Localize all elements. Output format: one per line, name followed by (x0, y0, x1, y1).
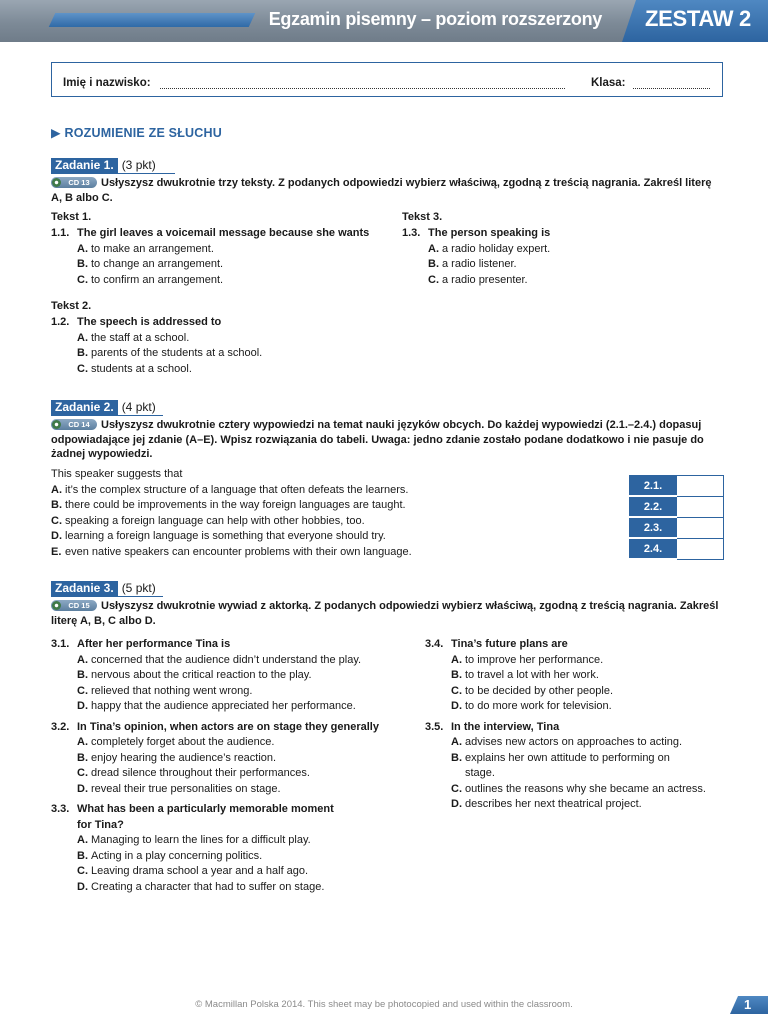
cd-track-icon: CD 14 (51, 419, 97, 430)
statement-e: E. even native speakers can encounter problems with their own language. (51, 545, 412, 558)
option-3-4-a[interactable]: A. to improve her performance. (451, 653, 604, 666)
option-1-2-b[interactable]: B. parents of the students at a school. (77, 347, 263, 359)
text-1-heading: Tekst 1. (51, 211, 92, 223)
option-3-1-a[interactable]: A. concerned that the audience didn’t understand the play. (77, 653, 362, 666)
task-1-instruction: CD 13 Usłyszysz dwukrotnie trzy teksty. Z podanych odpowiedzi wybierz właściwą, zgodną z treścią nagrania. Zakreśl literę A, B albo C. (51, 177, 712, 204)
task-2-statements (51, 467, 611, 560)
option-3-2-d[interactable]: D. reveal their true personalities on stage. (77, 782, 281, 795)
task-2-instruction: CD 14 Usłyszysz dwukrotnie cztery wypowiedzi na temat nauki języków obcych. Do każdej wypowiedzi (2.1.–2.4.) dopasuj odpowiadające jej zdanie (A–E). Wpisz rozwiązania do tabeli. Uwaga: jedno zdanie zostało podane dodatkowo i nie pasuje do żadnej wypowiedzi. (51, 419, 704, 460)
option-3-3-b[interactable]: B. Acting in a play concerning politics. (77, 849, 263, 862)
option-3-5-c[interactable]: C. outlines the reasons why she became an actress. (451, 782, 706, 795)
task-1-text-2: Tekst 2. 1.2. The speech is addressed to A. the staff at a school. B. parents of the students at a school. C. students at a school. (51, 300, 391, 377)
answer-cell-2-1[interactable] (677, 476, 724, 497)
task-2-name: Zadanie 2. (51, 400, 118, 415)
option-3-3-c[interactable]: C. Leaving drama school a year and a half ago. (77, 865, 309, 877)
option-3-2-b[interactable]: B. enjoy hearing the audience’s reaction. (77, 751, 277, 764)
question-3-3-cont: for Tina? (77, 818, 124, 831)
statement-b: B. there could be improvements in the way foreign languages are taught. (51, 499, 406, 511)
answer-row-label: 2.2. (630, 496, 677, 517)
question-3-4: Tina’s future plans are (451, 638, 568, 650)
option-3-4-b[interactable]: B. to travel a lot with her work. (451, 669, 599, 681)
answer-row-label: 2.4. (630, 538, 677, 559)
answer-row-label: 2.3. (630, 517, 677, 538)
option-3-5-d[interactable]: D. describes her next theatrical project. (451, 798, 642, 810)
task-3-right-column: 3.4. Tina’s future plans are A. to improve her performance. B. to travel a lot with her work. C. to be decided by other people. D. to do more work for television. 3.5. In the interview, Tina A. advises new actors on approaches to acting. B. explains her own attitude to performing on stage. C. outlines the reasons why she became an actress. D. describes her next theatrical project. (425, 637, 725, 813)
option-3-5-b[interactable]: B. explains her own attitude to performing on (451, 751, 670, 764)
exam-title: Egzamin pisemny – poziom rozszerzony (268, 9, 602, 29)
option-1-1-b[interactable]: B. to change an arrangement. (77, 258, 224, 270)
task-3-points: (5 pkt) (121, 581, 156, 595)
option-3-4-d[interactable]: D. to do more work for television. (451, 700, 612, 712)
task-3-instruction: CD 15 Usłyszysz dwukrotnie wywiad z aktorką. Z podanych odpowiedzi wybierz właściwą, zgodną z treścią nagrania. Zakreśl literę A, B, C albo D. (51, 600, 719, 627)
option-1-2-a[interactable]: A. the staff at a school. (77, 331, 190, 344)
question-1-3: The person speaking is (428, 227, 551, 239)
statement-c: C. speaking a foreign language can help with other hobbies, too. (51, 514, 365, 527)
question-3-5: In the interview, Tina (451, 720, 560, 733)
task-2-label (51, 400, 156, 415)
option-3-1-c[interactable]: C. relieved that nothing went wrong. (77, 684, 253, 697)
page-number: 1 (744, 997, 752, 1012)
text-3-heading: Tekst 3. (402, 211, 443, 223)
task-2-lead: This speaker suggests that (51, 468, 183, 480)
header-decoration (49, 13, 256, 27)
question-1-2: The speech is addressed to (77, 316, 222, 328)
statement-a: A. it’s the complex structure of a language that often defeats the learners. (51, 483, 409, 496)
option-1-3-b[interactable]: B. a radio listener. (428, 258, 517, 270)
option-3-2-a[interactable]: A. completely forget about the audience. (77, 736, 275, 748)
cd-track-icon: CD 13 (51, 177, 97, 188)
option-3-2-c[interactable]: C. dread silence throughout their performances. (77, 767, 310, 779)
cd-track-icon: CD 15 (51, 600, 97, 611)
answer-cell-2-4[interactable] (677, 538, 724, 559)
task-3-label (51, 581, 156, 596)
name-label: Imię i nazwisko: (63, 77, 151, 89)
name-field[interactable] (160, 88, 565, 89)
section-heading: ▶ ROZUMIENIE ZE SŁUCHU (51, 126, 222, 140)
class-field[interactable] (633, 88, 710, 89)
question-3-1: After her performance Tina is (77, 638, 231, 650)
option-1-1-a[interactable]: A. to make an arrangement. (77, 242, 214, 255)
answer-table (629, 475, 724, 560)
text-2-heading: Tekst 2. (51, 300, 92, 312)
statement-d: D. learning a foreign language is something that everyone should try. (51, 530, 386, 542)
task-3-name: Zadanie 3. (51, 581, 118, 596)
answer-cell-2-3[interactable] (677, 517, 724, 538)
option-1-3-a[interactable]: A. a radio holiday expert. (428, 242, 551, 255)
task-3-left-column: 3.1. After her performance Tina is A. concerned that the audience didn’t understand the play. B. nervous about the critical reaction to the play. C. relieved that nothing went wrong. D. happy that the audience appreciated her performance. 3.2. In Tina’s opinion, when actors are on stage they generally A. completely forget about the audience. B. enjoy hearing the audience’s reaction. C. dread silence throughout their performances. D. reveal their true personalities on stage. 3.3. What has been a particularly memorable moment for Tina? A. Managing to learn the lines for a difficult play. B. Acting in a play concerning politics. C. Leaving drama school a year and a half ago. D. Creating a character that had to suffer on stage. (51, 637, 421, 895)
option-1-1-c[interactable]: C. to confirm an arrangement. (77, 273, 224, 286)
copyright-footer: © Macmillan Polska 2014. This sheet may be photocopied and used within the classroom. (195, 999, 573, 1010)
option-3-1-d[interactable]: D. happy that the audience appreciated her performance. (77, 700, 356, 712)
question-3-2: In Tina’s opinion, when actors are on stage they generally (77, 720, 379, 733)
task-1-points: (3 pkt) (121, 158, 156, 172)
answer-cell-2-2[interactable] (677, 496, 724, 517)
task-1-label (51, 158, 156, 173)
class-label: Klasa: (591, 77, 626, 89)
option-3-3-a[interactable]: A. Managing to learn the lines for a difficult play. (77, 834, 311, 846)
task-2-points: (4 pkt) (121, 400, 156, 414)
option-1-3-c[interactable]: C. a radio presenter. (428, 273, 528, 286)
task-1-name: Zadanie 1. (51, 158, 118, 173)
answer-row-label: 2.1. (630, 476, 677, 497)
option-1-2-c[interactable]: C. students at a school. (77, 362, 192, 375)
question-3-3: What has been a particularly memorable moment (77, 803, 334, 815)
task-1-text-3: Tekst 3. 1.3. The person speaking is A. a radio holiday expert. B. a radio listener. C. a radio presenter. (402, 211, 722, 288)
question-1-1: The girl leaves a voicemail message because she wants (77, 227, 370, 239)
option-3-1-b[interactable]: B. nervous about the critical reaction to the play. (77, 669, 312, 681)
option-3-4-c[interactable]: C. to be decided by other people. (451, 684, 614, 697)
option-3-5-a[interactable]: A. advises new actors on approaches to acting. (451, 736, 683, 748)
set-label: ZESTAW 2 (645, 6, 751, 31)
option-3-5-b-cont: stage. (465, 767, 495, 779)
option-3-3-d[interactable]: D. Creating a character that had to suffer on stage. (77, 880, 325, 893)
task-1-text-1: Tekst 1. 1.1. The girl leaves a voicemail message because she wants A. to make an arrangement. B. to change an arrangement. C. to confirm an arrangement. (51, 211, 391, 288)
